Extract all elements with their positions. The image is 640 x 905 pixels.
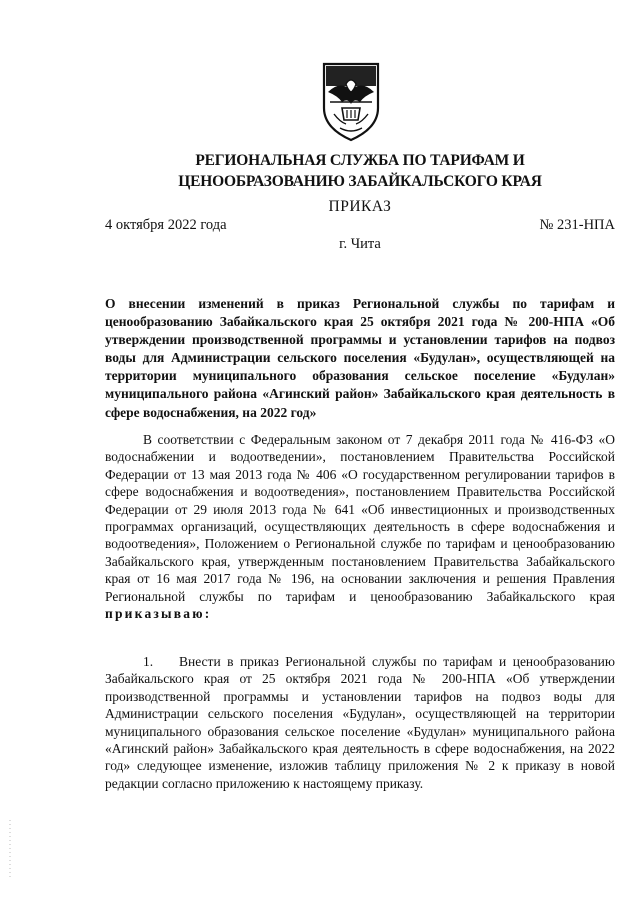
item-1-number: 1. <box>143 654 154 669</box>
preamble-text: В соответствии с Федеральным законом от 7 декабря 2011 года № 416-ФЗ «О водоснабжении и водоотведении», постановлением Правительства Российской Федерации от 13 мая 2013 года № 406 «О государственном регулировании тарифов в сфере водоснабжения и водоотведения», постановлением Правительства Российской Федерации от 29 июля 2013 года № 641 «Об инвестиционных и производственных программах организаций, осуществляющих деятельность в сфере водоснабжения и водоотведения», Положением о Региональной службе по тарифам и ценообразованию Забайкальского края, утвержденным постановлением Правительства Забайкальского края от 16 мая 2017 года № 196, на основании заключения и решения Правления Региональной службы по тарифам и ценообразованию Забайкальского края <box>105 432 615 604</box>
document-date: 4 октября 2022 года <box>105 217 227 233</box>
item-1-paragraph <box>105 653 615 792</box>
document-subject: О внесении изменений в приказ Региональной службы по тарифам и ценообразованию Забайкальского края 25 октября 2021 года № 200-НПА «Об утверждении производственной программы и установлении тарифов на подвоз воды для Администрации сельского поселения «Будулан», осуществляющей на территории муниципального образования сельское поселение «Будулан» муниципального района «Агинский район» Забайкальского края деятельность в сфере водоснабжения, на 2022 год» <box>105 296 615 420</box>
document-city: г. Чита <box>339 236 381 252</box>
coat-of-arms-icon <box>320 62 382 142</box>
organization-name-line1: РЕГИОНАЛЬНАЯ СЛУЖБА ПО ТАРИФАМ И <box>195 152 525 169</box>
organization-name-line2: ЦЕНООБРАЗОВАНИЮ ЗАБАЙКАЛЬСКОГО КРАЯ <box>178 173 542 190</box>
preamble-paragraph <box>105 431 615 622</box>
document-type: ПРИКАЗ <box>328 198 392 215</box>
organization-name <box>100 150 620 192</box>
document-number: № 231-НПА <box>539 217 615 233</box>
item-1-text: Внести в приказ Региональной службы по тарифам и ценообразованию Забайкальского края от 25 октября 2021 года № 200-НПА «Об утверждении производственной программы и установлении тарифов на подвоз воды для Администрации сельского поселения «Будулан», осуществляющей на территории муниципального образования сельское поселение «Будулан» муниципального района «Агинский район» Забайкальского края деятельность в сфере водоснабжения, на 2022 год» следующее изменение, изложив таблицу приложения № 2 к приказу в новой редакции согласно приложению к настоящему приказу. <box>105 654 615 791</box>
margin-marks-decoration <box>8 820 12 880</box>
order-word: приказываю: <box>105 606 212 622</box>
